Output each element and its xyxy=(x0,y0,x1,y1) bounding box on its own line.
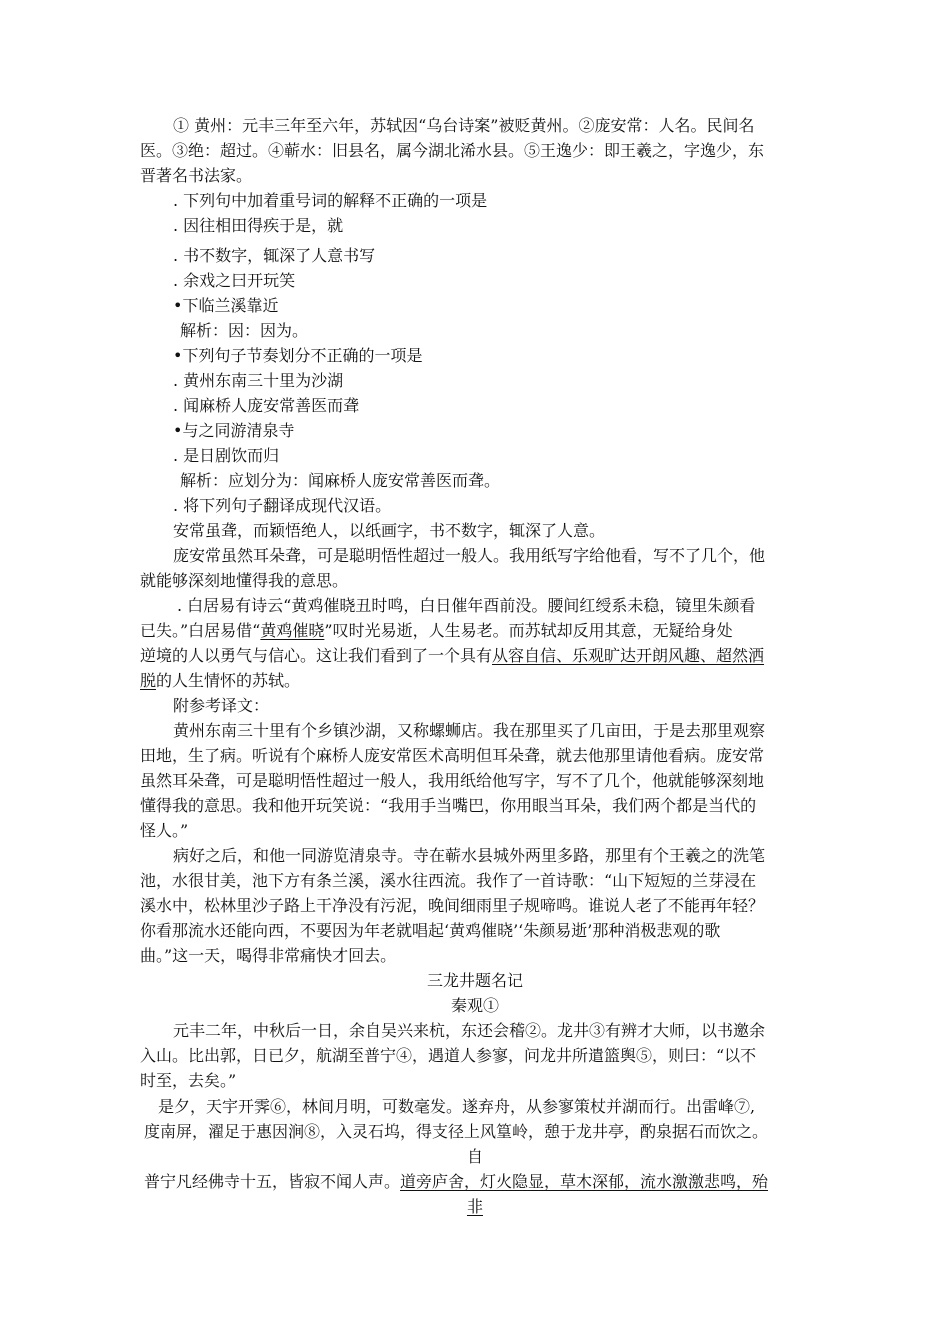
question-2-option-d: . 是日剧饮而归 xyxy=(173,446,280,465)
question-3-answer-line-2: 就能够深刻地懂得我的意思。 xyxy=(140,571,349,590)
essay-p1-line: 入山。比出郭，日已夕，航湖至普宁④，遇道人参寥，问龙井所遣篮舆⑤，则曰：“以不 xyxy=(140,1046,757,1065)
essay-p2-line: 是夕，天宇开霁⑥，林间月明，可数毫发。遂弃舟，从参寥策杖并湖而行。出雷峰⑦, xyxy=(158,1097,756,1116)
question-4-line-1: . 白居易有诗云“黄鸡催晓丑时鸣，白日催年酉前没。腰间红绶系未稳，镜里朱颜看 xyxy=(177,596,756,615)
translation-p1-line: 懂得我的意思。我和他开玩笑说：“我用手当嘴巴，你用眼当耳朵，我们两个都是当代的 xyxy=(140,796,757,815)
essay-p1-line: 时至，去矣。” xyxy=(140,1071,237,1090)
question-2-analysis: 解析：应划分为：闻麻桥人庞安常善医而聋。 xyxy=(180,471,501,490)
question-4-line-2: 已失。”白居易借“黄鸡催晓”叹时光易逝，人生易老。而苏轼却反用其意，无疑给身处 xyxy=(140,621,733,640)
question-2-option-a: . 黄州东南三十里为沙湖 xyxy=(173,371,344,390)
question-2-option-b: . 闻麻桥人庞安常善医而聋 xyxy=(173,396,360,415)
footnote-line-1: ① 黄州：元丰三年至六年，苏轼因“乌台诗案”被贬黄州。②庞安常：人名。民间名 xyxy=(173,116,755,135)
footnote-line-2: 医。③绝：超过。④蕲水：旧县名，属今湖北浠水县。⑤王逸少：即王羲之，字逸少，东 xyxy=(140,141,765,160)
translation-p2-line: 溪水中，松林里沙子路上干净没有污泥，晚间细雨里子规啼鸣。谁说人老了不能再年轻？ xyxy=(140,896,765,915)
question-3-answer-line-1: 庞安常虽然耳朵聋，可是聪明悟性超过一般人。我用纸写字给他看，写不了几个，他 xyxy=(173,546,766,565)
question-1-option-c: . 余戏之曰开玩笑 xyxy=(173,271,296,290)
translation-p2-line: 你看那流水还能向西，不要因为年老就唱起‘黄鸡催晓’‘朱颜易逝’那种消极悲观的歌 xyxy=(140,921,721,940)
question-4-line-3: 逆境的人以勇气与信心。这让我们看到了一个具有从容自信、乐观旷达开朗风趣、超然洒 xyxy=(140,646,765,665)
translation-p1-line: 田地，生了病。听说有个麻桥人庞安常医术高明但耳朵聋，就去他那里请他看病。庞安常 xyxy=(140,746,765,765)
underlined-phrase: 黄鸡催晓 xyxy=(260,621,325,640)
underlined-phrase: 脱 xyxy=(140,671,157,690)
essay-p2-line: 自 xyxy=(466,1147,483,1166)
essay-p4-line xyxy=(0,1195,950,1219)
translation-p2-line: 池，水很甘美，池下方有条兰溪，溪水往西流。我作了一首诗歌：“山下短短的兰芽浸在 xyxy=(140,871,757,890)
translation-p2-line: 病好之后，和他一同游览清泉寺。寺在蕲水县城外两里多路，那里有个王羲之的洗笔 xyxy=(173,846,766,865)
question-1-stem: . 下列句中加着重号词的解释不正确的一项是 xyxy=(173,191,488,210)
question-1-option-a: . 因往相田得疾于是，就 xyxy=(173,216,344,235)
essay-p2-line: 度南屏，濯足于惠因涧⑧，入灵石坞，得支径上风篁岭，憩于龙井亭，酌泉据石而饮之。 xyxy=(144,1122,769,1141)
essay-title: 三龙井题名记 xyxy=(426,971,523,990)
underlined-phrase: 非 xyxy=(466,1197,483,1216)
question-3-stem: . 将下列句子翻译成现代汉语。 xyxy=(173,496,392,515)
underlined-phrase: 道旁庐舍，灯火隐显，草木深郁，流水激激悲鸣，殆 xyxy=(400,1172,769,1191)
translation-p1-line: 虽然耳朵聋，可是聪明悟性超过一般人，我用纸给他写字，写不了几个，他就能够深刻地 xyxy=(140,771,765,790)
translation-p2-line: 曲。”这一天，喝得非常痛快才回去。 xyxy=(140,946,397,965)
question-2-option-c: •与之同游清泉寺 xyxy=(173,421,295,440)
essay-p3-line: 普宁凡经佛寺十五，皆寂不闻人声。道旁庐舍，灯火隐显，草木深郁，流水激激悲鸣，殆 xyxy=(144,1172,769,1191)
question-1-option-b: . 书不数字，辄深了人意书写 xyxy=(173,246,376,265)
question-3-sentence: 安常虽聋，而颖悟绝人，以纸画字，书不数字，辄深了人意。 xyxy=(173,521,606,540)
essay-author: 秦观① xyxy=(450,996,499,1015)
translation-heading: 附参考译文： xyxy=(173,696,270,715)
underlined-phrase: 从容自信、乐观旷达开朗风趣、超然洒 xyxy=(492,646,765,665)
question-2-stem: •下列句子节奏划分不正确的一项是 xyxy=(173,346,423,365)
question-1-option-d: •下临兰溪靠近 xyxy=(173,296,279,315)
translation-p1-line: 黄州东南三十里有个乡镇沙湖，又称螺蛳店。我在那里买了几亩田，于是去那里观察 xyxy=(173,721,766,740)
question-1-analysis: 解析：因：因为。 xyxy=(180,321,309,340)
question-4-line-4: 脱的人生情怀的苏轼。 xyxy=(140,671,301,690)
essay-p1-line: 元丰二年，中秋后一日，余自吴兴来杭，东还会稽②。龙井③有辨才大师，以书邀余 xyxy=(173,1021,766,1040)
footnote-line-3: 晋著名书法家。 xyxy=(140,166,253,185)
translation-p1-line: 怪人。” xyxy=(140,821,189,840)
